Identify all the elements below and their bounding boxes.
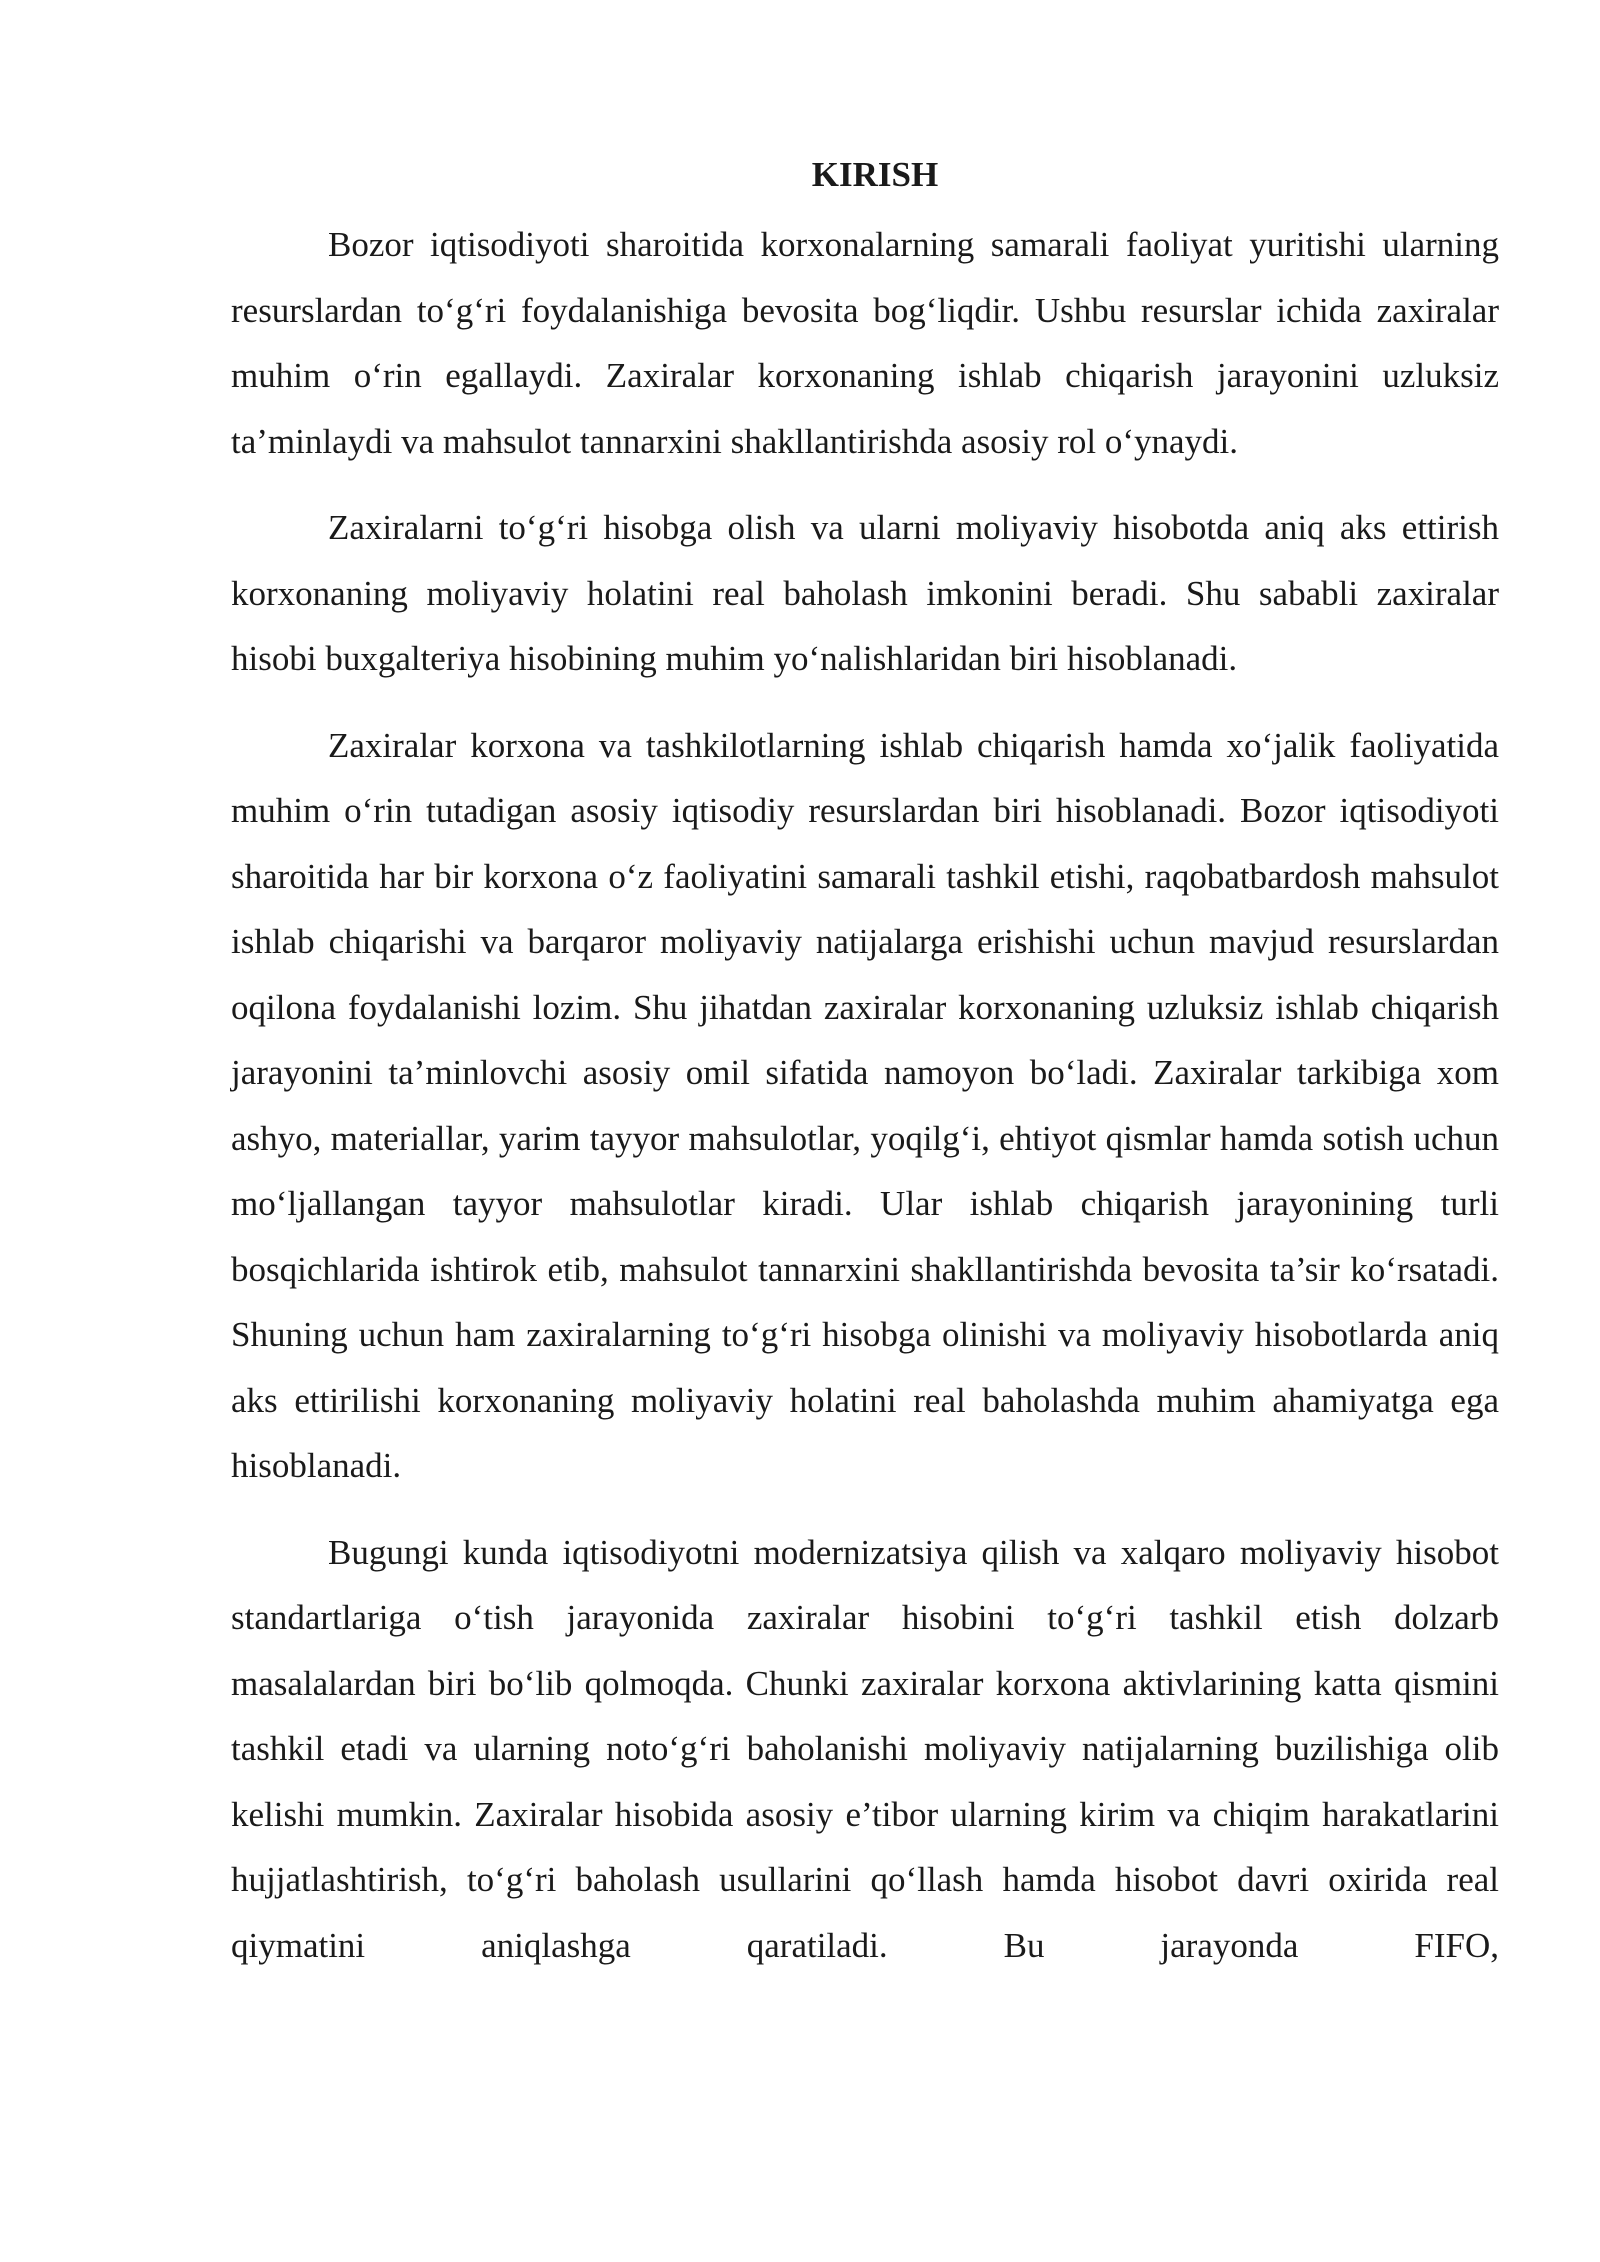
- page-title: KIRISH: [811, 155, 939, 194]
- paragraph-1: Bozor iqtisodiyoti sharoitida korxonalarning samarali faoliyat yuritishi ularning resurslardan to‘g‘ri foydalanishiga bevosita bog‘liqdir. Ushbu resurslar ichida zaxiralar muhim o‘rin egallaydi. Zaxiralar korxonaning ishlab chiqarish jarayonini uzluksiz ta’minlaydi va mahsulot tannarxini shakllantirishda asosiy rol o‘ynaydi.: [231, 225, 1499, 461]
- paragraph-4: Bugungi kunda iqtisodiyotni modernizatsiya qilish va xalqaro moliyaviy hisobot standartlariga o‘tish jarayonida zaxiralar hisobini to‘g‘ri tashkil etish dolzarb masalalardan biri bo‘lib qolmoqda. Chunki zaxiralar korxona aktivlarining katta qismini tashkil etadi va ularning noto‘g‘ri baholanishi moliyaviy natijalarning buzilishiga olib kelishi mumkin. Zaxiralar hisobida asosiy e’tibor ularning kirim va chiqim harakatlarini hujjatlashtirish, to‘g‘ri baholash usullarini qo‘llash hamda hisobot davri oxirida real qiymatini aniqlashga qaratiladi. Bu jarayonda FIFO,: [231, 1532, 1499, 1965]
- paragraph-2: Zaxiralarni to‘g‘ri hisobga olish va ularni moliyaviy hisobotda aniq aks ettirish korxonaning moliyaviy holatini real baholash imkonini beradi. Shu sababli zaxiralar hisobi buxgalteriya hisobining muhim yo‘nalishlaridan biri hisoblanadi.: [231, 508, 1499, 678]
- document-page: [231, 150, 1499, 1999]
- paragraph-3: Zaxiralar korxona va tashkilotlarning ishlab chiqarish hamda xo‘jalik faoliyatida muhim o‘rin tutadigan asosiy iqtisodiy resurslardan biri hisoblanadi. Bozor iqtisodiyoti sharoitida har bir korxona o‘z faoliyatini samarali tashkil etishi, raqobatbardosh mahsulot ishlab chiqarishi va barqaror moliyaviy natijalarga erishishi uchun mavjud resurslardan oqilona foydalanishi lozim. Shu jihatdan zaxiralar korxonaning uzluksiz ishlab chiqarish jarayonini ta’minlovchi asosiy omil sifatida namoyon bo‘ladi. Zaxiralar tarkibiga xom ashyo, materiallar, yarim tayyor mahsulotlar, yoqilg‘i, ehtiyot qismlar hamda sotish uchun mo‘ljallangan tayyor mahsulotlar kiradi. Ular ishlab chiqarish jarayonining turli bosqichlarida ishtirok etib, mahsulot tannarxini shakllantirishda bevosita ta’sir ko‘rsatadi. Shuning uchun ham zaxiralarning to‘g‘ri hisobga olinishi va moliyaviy hisobotlarda aniq aks ettirilishi korxonaning moliyaviy holatini real baholashda muhim ahamiyatga ega hisoblanadi.: [231, 725, 1499, 1485]
